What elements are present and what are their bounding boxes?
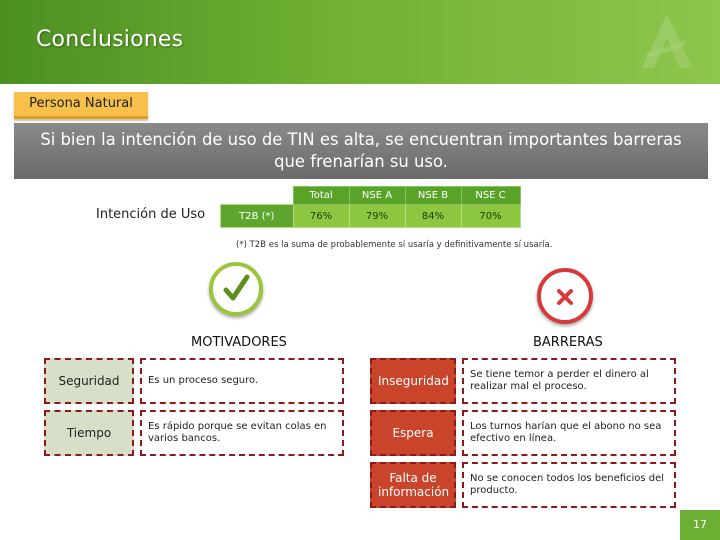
logo-mark: [636, 10, 698, 72]
summary-text: Si bien la intención de uso de TIN es alta, se encuentran importantes barreras que frenarían su uso.: [40, 130, 682, 171]
barrera-description: No se conocen todos los beneficios del producto.: [462, 462, 676, 508]
table-cell: 76%: [293, 205, 349, 228]
barreras-title: BARRERAS: [533, 335, 603, 350]
segment-tab: [14, 92, 148, 119]
table-cell: 79%: [349, 205, 405, 228]
column-header: Total: [293, 187, 349, 205]
page-title: Conclusiones: [36, 27, 184, 52]
footnote: (*) T2B es la suma de probablemente sí usaría y definitivamente sí usaría.: [236, 240, 553, 250]
table-row: [221, 205, 521, 228]
barrera-description: Se tiene temor a perder el dinero al realizar mal el proceso.: [462, 358, 676, 404]
summary-banner: [14, 123, 708, 179]
intent-label: Intención de Uso: [96, 207, 206, 222]
table-header-row: [221, 187, 521, 205]
motivador-label: Seguridad: [44, 358, 134, 404]
barrera-description: Los turnos harían que el abono no sea efectivo en línea.: [462, 410, 676, 456]
header-bar: [0, 0, 720, 84]
barrera-label: Inseguridad: [370, 358, 456, 404]
checkmark-icon: [209, 262, 263, 316]
motivador-description: Es un proceso seguro.: [140, 358, 344, 404]
segment-label: Persona Natural: [29, 96, 133, 111]
page-number-badge: [680, 510, 720, 540]
cross-icon: [537, 268, 593, 324]
motivadores-title: MOTIVADORES: [191, 335, 287, 350]
column-header: NSE C: [461, 187, 520, 205]
column-header: NSE B: [405, 187, 461, 205]
motivador-description: Es rápido porque se evitan colas en varios bancos.: [140, 410, 344, 456]
barrera-label: Falta de información: [370, 462, 456, 508]
row-label: T2B (*): [221, 205, 294, 228]
column-header: NSE A: [349, 187, 405, 205]
intent-table: [220, 186, 521, 228]
barrera-label: Espera: [370, 410, 456, 456]
table-cell: 84%: [405, 205, 461, 228]
page-number: 17: [693, 518, 707, 531]
table-cell: 70%: [461, 205, 520, 228]
motivador-label: Tiempo: [44, 410, 134, 456]
